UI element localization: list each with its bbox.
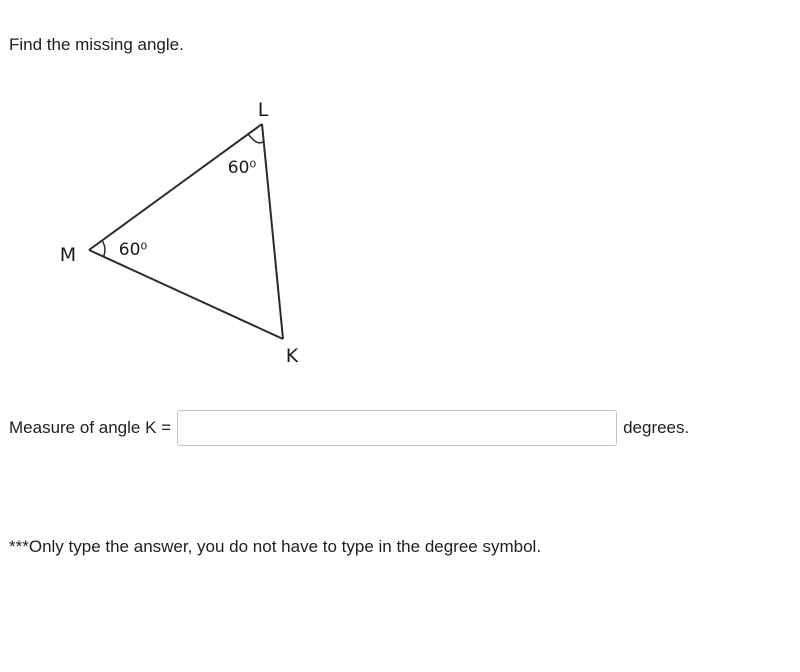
vertex-label-l: L [257,99,269,121]
answer-row [9,409,689,447]
angle-label-l: 60⁰ [227,158,257,178]
vertex-label-k: K [285,345,299,367]
answer-label: Measure of angle K = [9,418,172,437]
angle-arc-l [248,134,264,143]
angle-arc-m [102,241,105,257]
answer-unit-label: degrees. [623,418,690,437]
question-prompt: Find the missing angle. [9,35,184,54]
instruction-note: ***Only type the answer, you do not have to type in the degree symbol. [9,537,542,556]
side-lk [262,124,283,339]
side-mk [89,250,283,339]
angle-label-m: 60⁰ [118,240,148,260]
side-ml [89,124,262,250]
answer-input[interactable] [177,410,617,446]
vertex-label-m: M [59,244,77,266]
